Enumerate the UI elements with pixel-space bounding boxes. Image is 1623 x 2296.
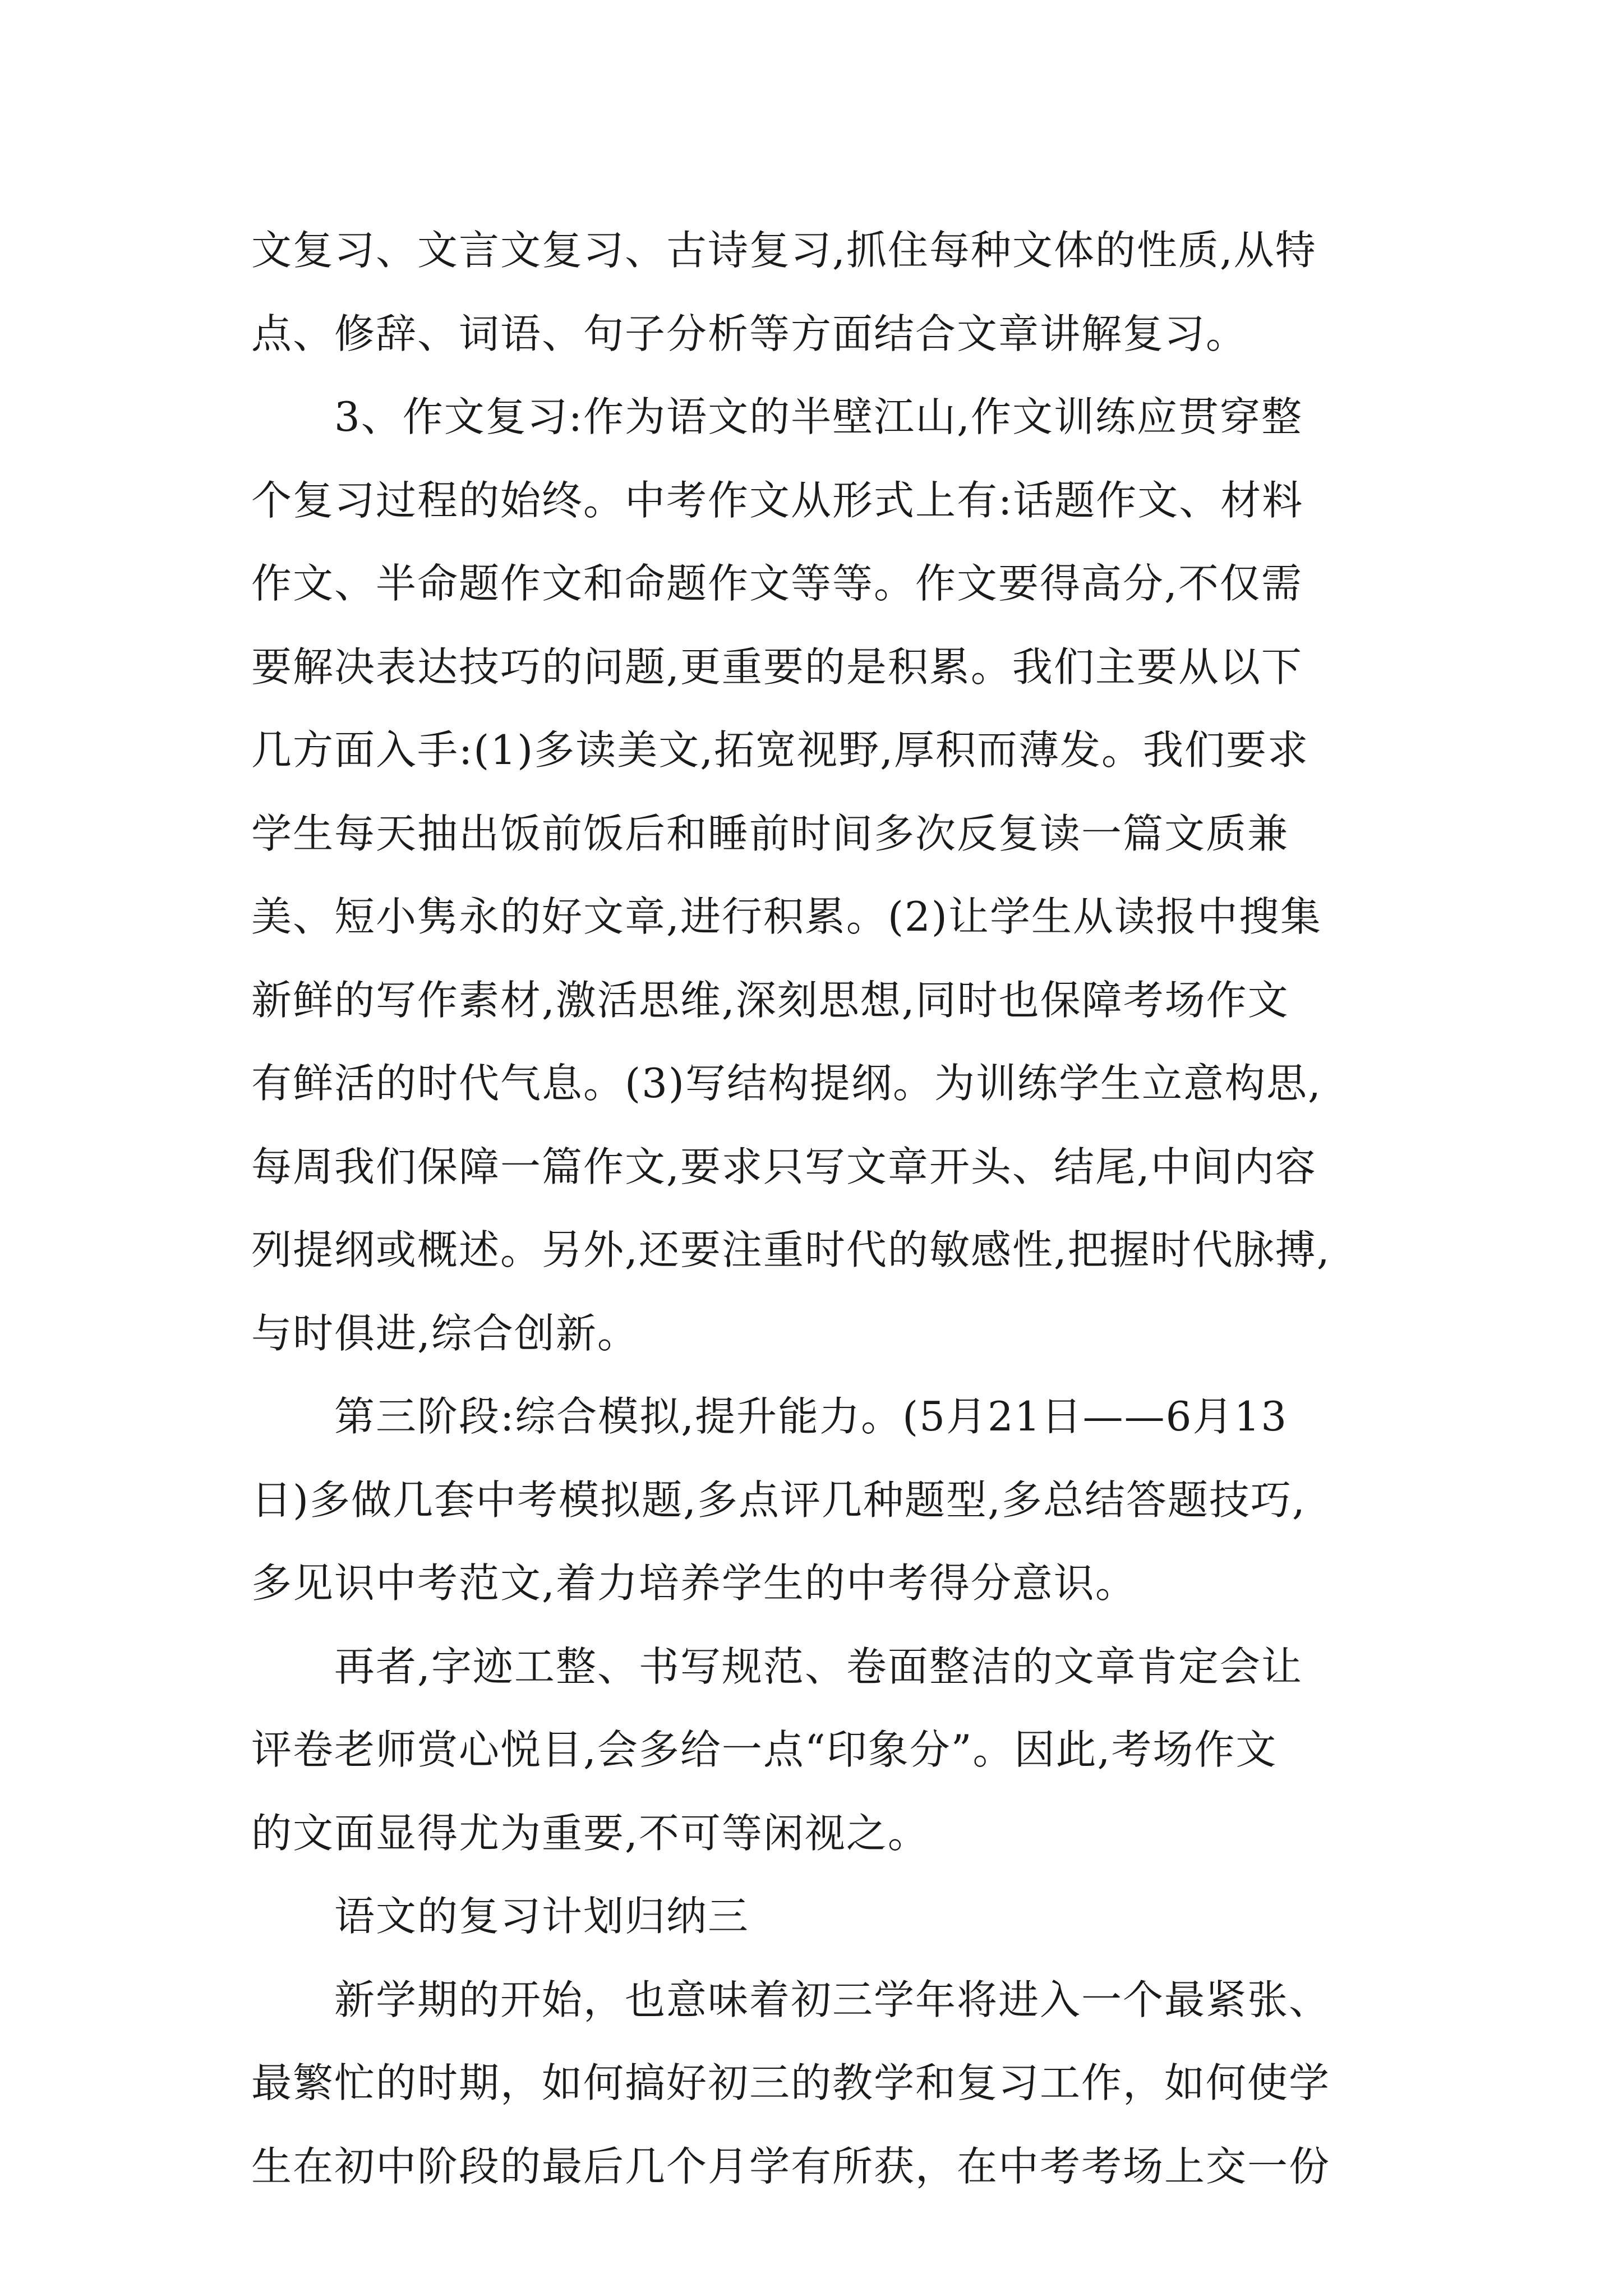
text-line: 最繁忙的时期，如何搞好初三的教学和复习工作，如何使学 [251, 2059, 1331, 2106]
text-line: 几方面入手:(1)多读美文,拓宽视野,厚积而薄发。我们要求 [251, 726, 1310, 774]
text-line: 多见识中考范文,着力培养学生的中考得分意识。 [251, 1559, 1137, 1607]
text-line: 与时俱进,综合创新。 [251, 1309, 639, 1357]
text-line: 文复习、文言文复习、古诗复习,抓住每种文体的性质,从特 [251, 227, 1317, 274]
text-line: 3、作文复习:作为语文的半壁江山,作文训练应贯穿整 [334, 393, 1303, 440]
text-line: 学生每天抽出饭前饭后和睡前时间多次反复读一篇文质兼 [251, 809, 1289, 857]
text-line: 个复习过程的始终。中考作文从形式上有:话题作文、材料 [251, 476, 1304, 524]
text-line: 列提纲或概述。另外,还要注重时代的敏感性,把握时代脉搏, [251, 1226, 1331, 1273]
text-line: 第三阶段:综合模拟,提升能力。(5月21日——6月13 [334, 1393, 1288, 1440]
text-line: 要解决表达技巧的问题,更重要的是积累。我们主要从以下 [251, 643, 1303, 691]
text-line: 作文、半命题作文和命题作文等等。作文要得高分,不仅需 [251, 560, 1303, 607]
text-line: 日)多做几套中考模拟题,多点评几种题型,多总结答题技巧, [251, 1476, 1306, 1524]
text-line: 的文面显得尤为重要,不可等闲视之。 [251, 1809, 929, 1857]
text-line: 有鲜活的时代气息。(3)写结构提纲。为训练学生立意构思, [251, 1060, 1322, 1107]
text-line: 生在初中阶段的最后几个月学有所获，在中考考场上交一份 [251, 2142, 1331, 2190]
text-line: 语文的复习计划归纳三 [334, 1893, 750, 1940]
text-line: 每周我们保障一篇作文,要求只写文章开头、结尾,中间内容 [251, 1143, 1317, 1190]
text-line: 再者,字迹工整、书写规范、卷面整洁的文章肯定会让 [334, 1642, 1303, 1690]
text-line: 评卷老师赏心悦目,会多给一点“印象分”。因此,考场作文 [251, 1726, 1278, 1773]
text-line: 新鲜的写作素材,激活思维,深刻思想,同时也保障考场作文 [251, 976, 1289, 1024]
text-line: 美、短小隽永的好文章,进行积累。(2)让学生从读报中搜集 [251, 893, 1322, 940]
text-line: 点、修辞、词语、句子分析等方面结合文章讲解复习。 [251, 310, 1248, 357]
body-text [251, 209, 1373, 2208]
text-line: 新学期的开始，也意味着初三学年将进入一个最紧张、 [334, 1976, 1331, 2023]
